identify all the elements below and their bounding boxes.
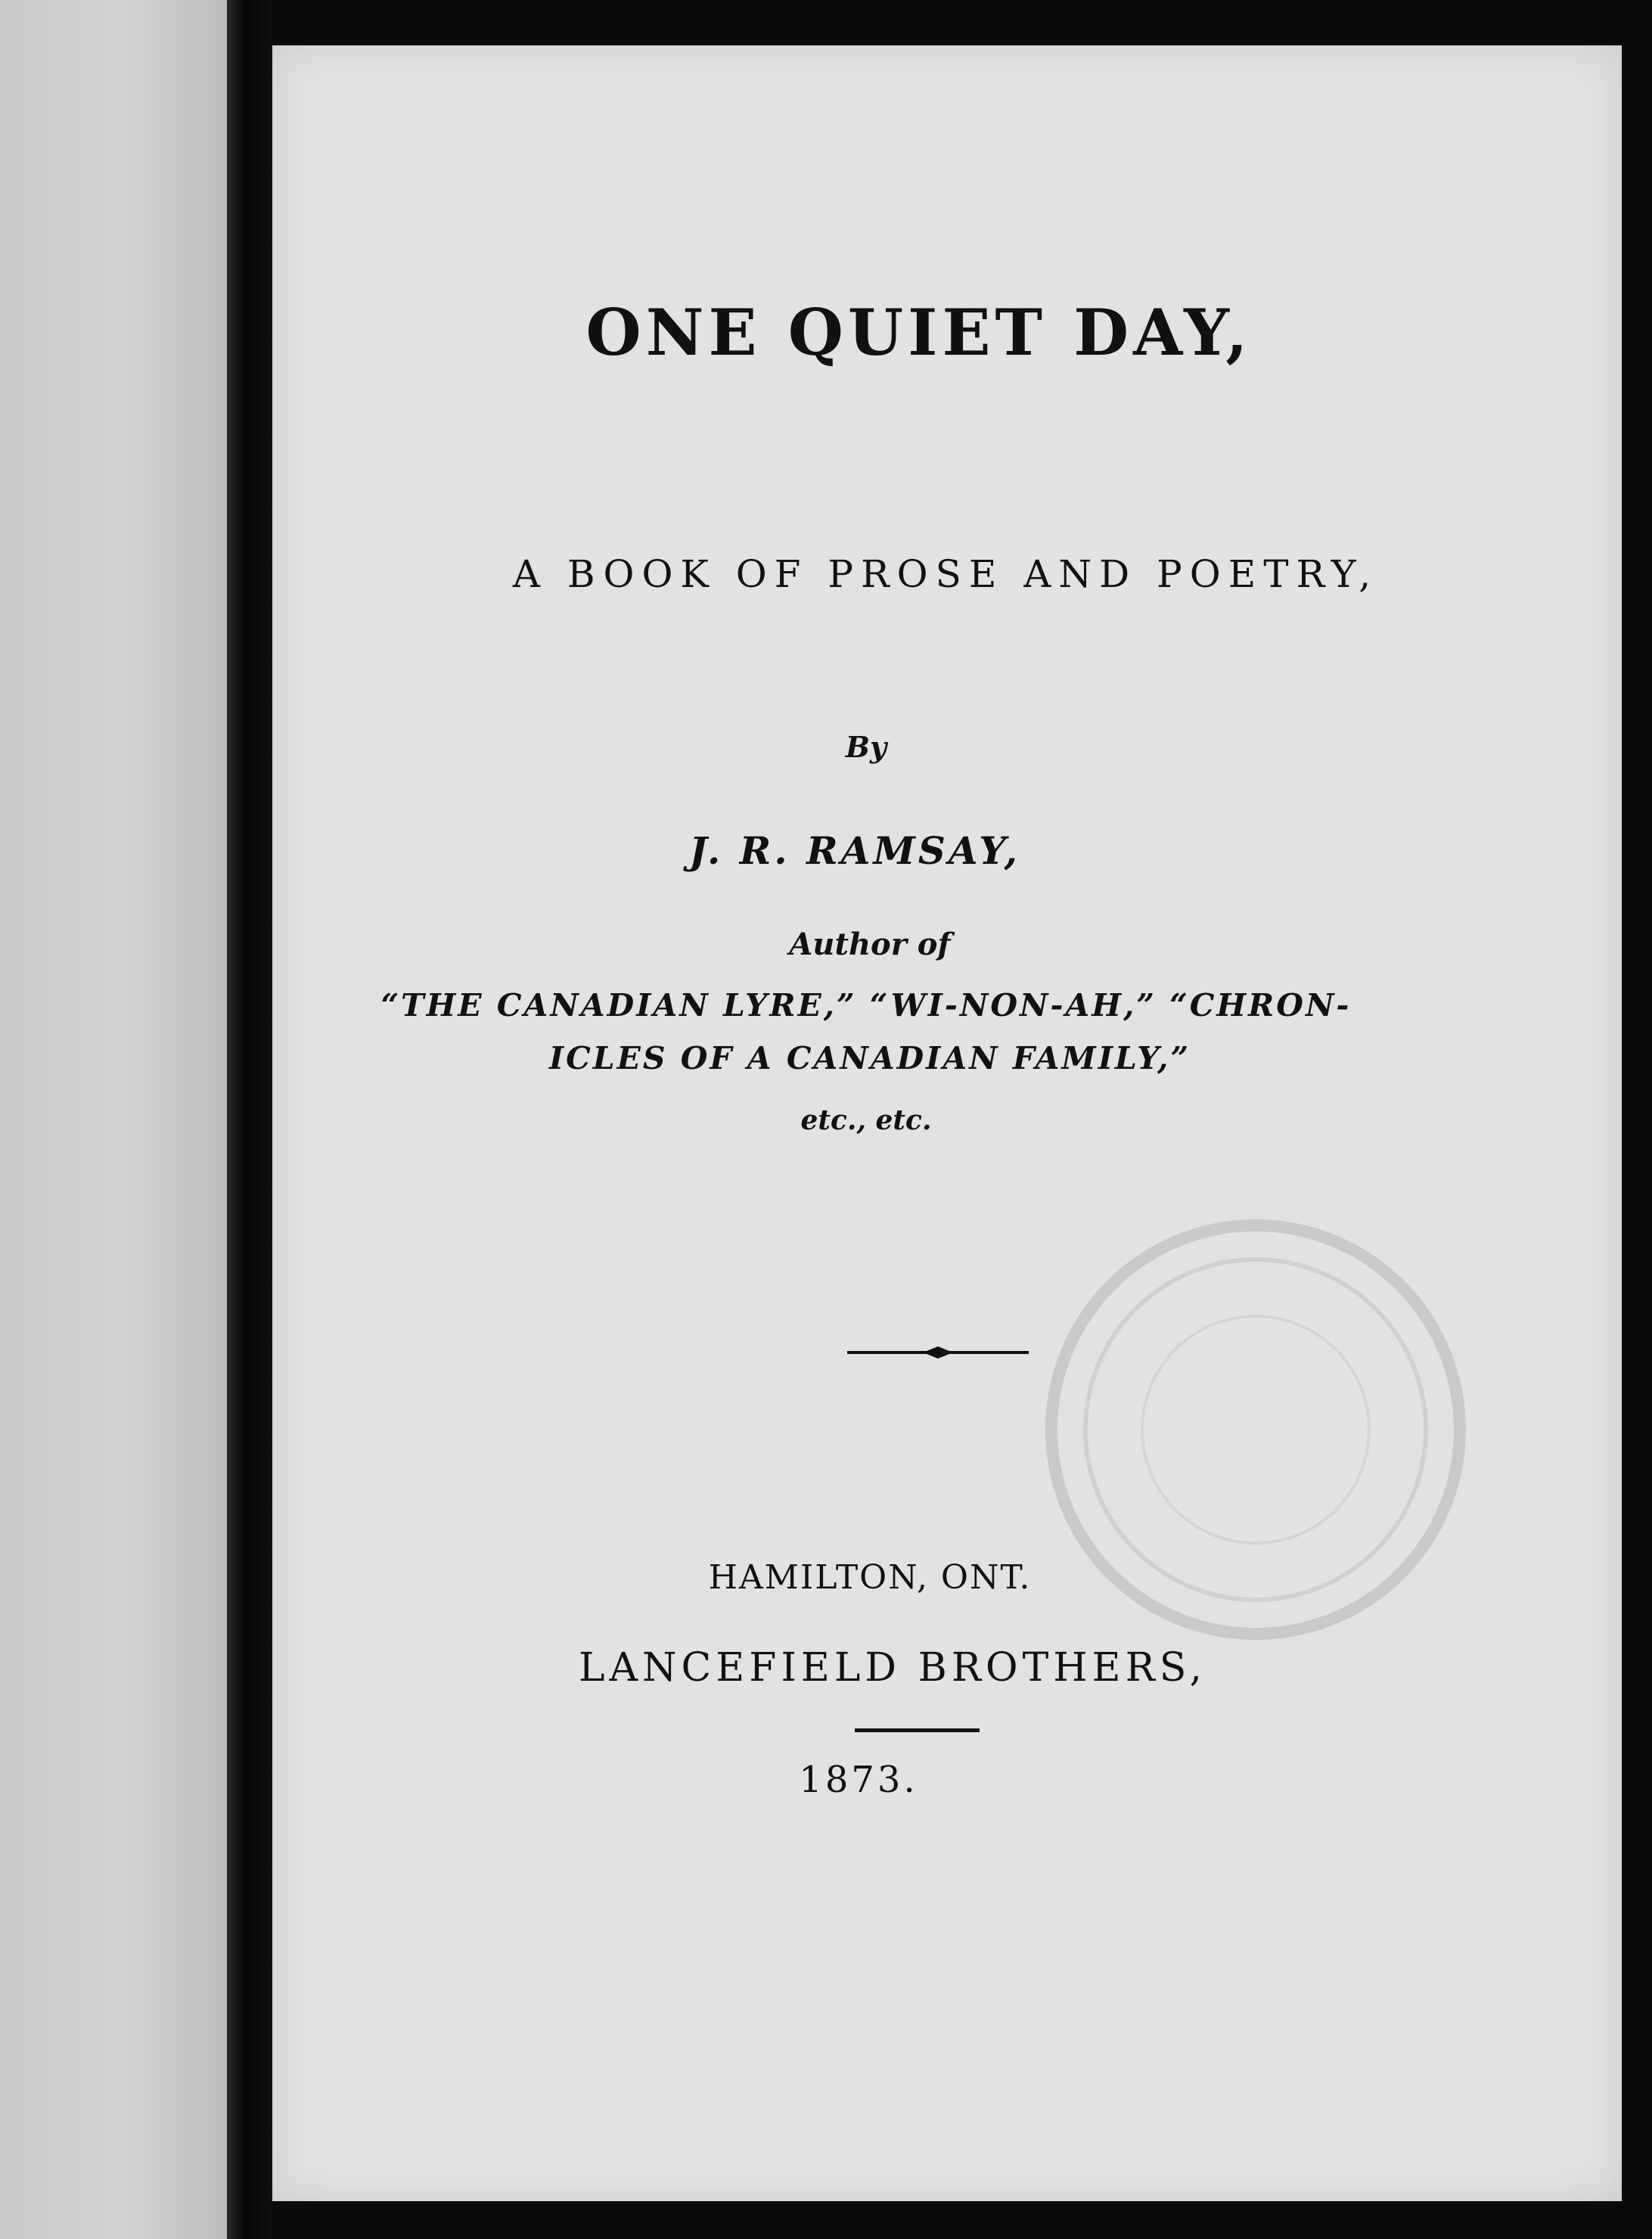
book-subtitle: A BOOK OF PROSE AND POETRY, [512,552,1379,596]
etc-line: etc., etc. [800,1104,932,1136]
facing-page [0,0,227,2239]
divider-rule [855,1728,980,1732]
publisher-name: LANCEFIELD BROTHERS, [578,1645,1207,1691]
author-name: J. R. RAMSAY, [689,828,1020,873]
ornament-divider-icon [847,1345,1029,1360]
book-title: ONE QUIET DAY, [585,295,1253,370]
previous-works-line-1: “THE CANADIAN LYRE,” “WI-NON-AH,” “CHRON- [380,987,1352,1023]
by-line: By [845,730,887,764]
book-gutter [227,0,272,2239]
previous-works-line-2: ICLES OF A CANADIAN FAMILY,” [548,1040,1191,1076]
title-page [272,45,1622,2201]
publication-city: HAMILTON, ONT. [708,1558,1032,1597]
author-of-label: Author of [789,927,951,962]
publication-year: 1873. [799,1759,918,1801]
